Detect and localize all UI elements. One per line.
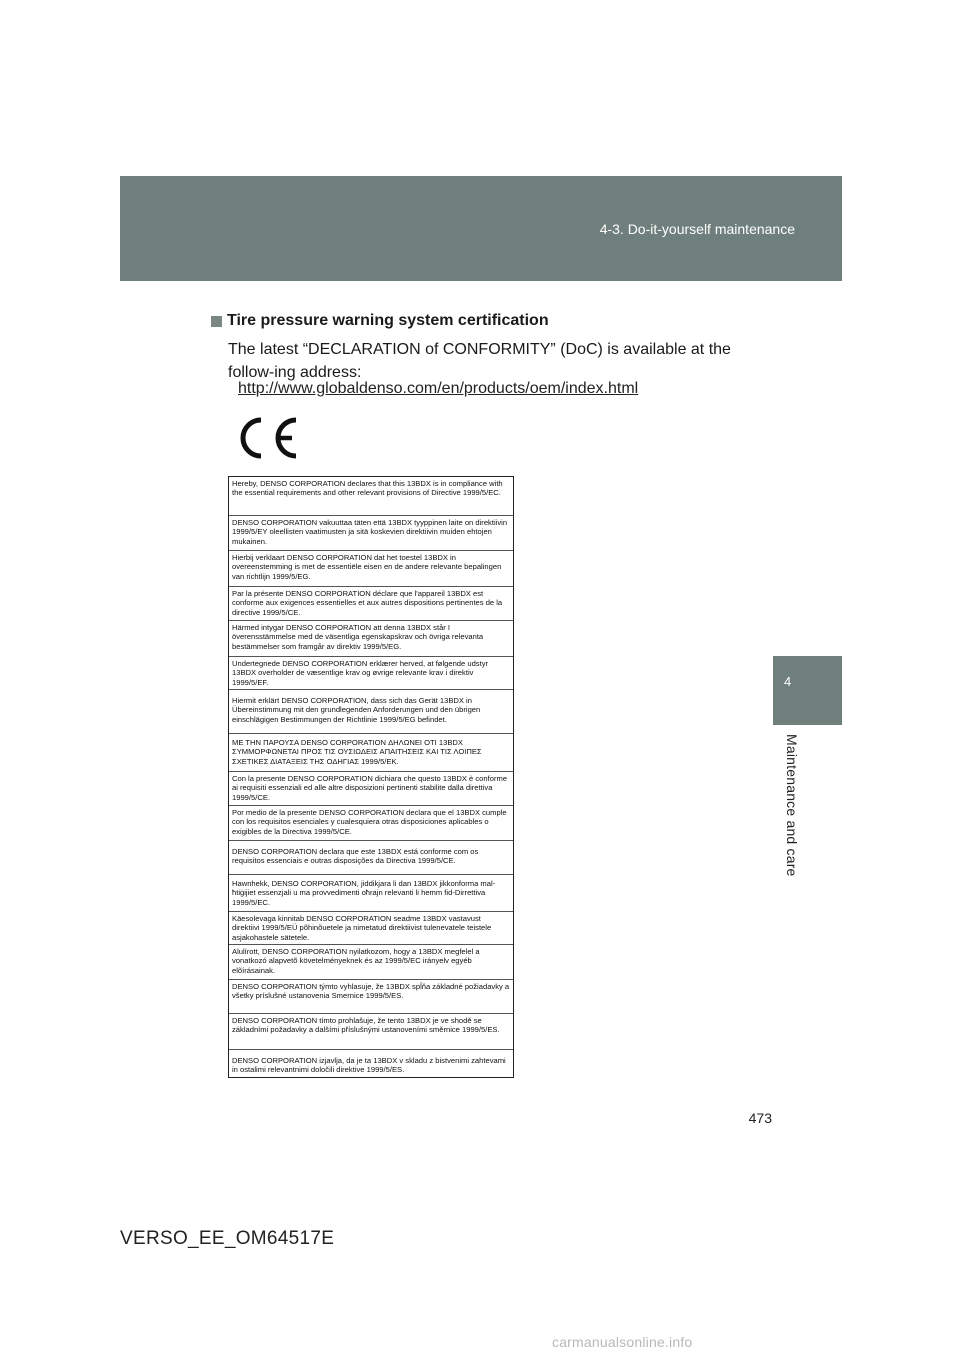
declaration-row-de: Hiermit erklärt DENSO CORPORATION, dass sich das Gerät 13BDX in Übereinstimmung mit den grundlegenden Anforderungen und den übrigen einschlägigen Bestimmungen der Richtlinie 1999/5/EG befindet. — [229, 690, 513, 734]
declaration-row-it: Con la presente DENSO CORPORATION dichiara che questo 13BDX è conforme ai requisiti essenziali ed alle altre disposizioni pertinenti stabilite dalla direttiva 1999/5/CE. — [229, 772, 513, 806]
page-number: 473 — [748, 1110, 772, 1126]
declaration-row-sk: DENSO CORPORATION týmto vyhlasuje, že 13BDX spĺňa základné požiadavky a všetky príslušné ustanovenia Smernice 1999/5/ES. — [229, 980, 513, 1014]
section-heading — [211, 312, 549, 330]
declaration-row-en: Hereby, DENSO CORPORATION declares that this 13BDX is in compliance with the essential requirements and other relevant provisions of Directive 1999/5/EC. — [229, 477, 513, 516]
declaration-row-et: Käesolevaga kinnitab DENSO CORPORATION seadme 13BDX vastavust direktiivi 1999/5/EÜ põhinõuetele ja nimetatud direktiivist tulenevatele teistele asjakohastele sätetele. — [229, 912, 513, 945]
chapter-label: Maintenance and care — [784, 734, 800, 877]
declaration-row-sv: Härmed intygar DENSO CORPORATION att denna 13BDX står I överensstämmelse med de väsentliga egenskapskrav och övriga relevanta bestämmelser som framgår av direktiv 1999/5/EG. — [229, 621, 513, 657]
chapter-number: 4 — [784, 674, 792, 689]
heading-text: Tire pressure warning system certification — [227, 312, 549, 329]
section-title: 4-3. Do-it-yourself maintenance — [599, 221, 795, 237]
declaration-row-es: Por medio de la presente DENSO CORPORATION declara que el 13BDX cumple con los requisitos esenciales y cualesquiera otras disposiciones aplicables o exigibles de la Directiva 1999/5/CE. — [229, 806, 513, 841]
ce-mark-icon — [234, 413, 300, 463]
declaration-row-hu: Alulírott, DENSO CORPORATION nyilatkozom, hogy a 13BDX megfelel a vonatkozó alapvetõ követelményeknek és az 1999/5/EC irányelv egyéb elõírásainak. — [229, 945, 513, 980]
declaration-row-pt: DENSO CORPORATION declara que este 13BDX está conforme com os requisitos essenciais e outras disposições da Directiva 1999/5/CE. — [229, 841, 513, 875]
chapter-tab — [773, 656, 842, 725]
declaration-row-nl: Hierbij verklaart DENSO CORPORATION dat het toestel 13BDX in overeenstemming is met de essentiële eisen en de andere relevante bepalingen van richtlijn 1999/5/EG. — [229, 551, 513, 587]
body-paragraph: The latest “DECLARATION of CONFORMITY” (DoC) is available at the follow-ing address: — [228, 341, 731, 381]
document-code: VERSO_EE_OM64517E — [120, 1228, 335, 1249]
doc-link[interactable]: http://www.globaldenso.com/en/products/oem/index.html — [238, 380, 639, 397]
declaration-row-mt: Hawnhekk, DENSO CORPORATION, jiddikjara li dan 13BDX jikkonforma mal-ħtiġijiet essenzjali u ma provvedimenti oħrajn relevanti li hemm fid-Dirrettiva 1999/5/EC. — [229, 875, 513, 912]
declaration-row-cs: DENSO CORPORATION tímto prohlašuje, že tento 13BDX je ve shodě se základními požadavky a dalšími příslušnými ustanoveními směrnice 1999/5/ES. — [229, 1014, 513, 1050]
declaration-row-da: Undertegnede DENSO CORPORATION erklærer herved, at følgende udstyr 13BDX overholder de væsentlige krav og øvrige relevante krav i direktiv 1999/5/EF. — [229, 657, 513, 690]
declaration-row-el: ΜΕ ΤΗΝ ΠΑΡΟΥΣΑ DENSO CORPORATION ΔΗΛΩΝΕΙ ΟΤΙ 13BDX ΣΥΜΜΟΡΦΩΝΕΤΑΙ ΠΡΟΣ ΤΙΣ ΟΥΣΙΩΔΕΙΣ ΑΠΑΙΤΗΣΕΙΣ ΚΑΙ ΤΙΣ ΛΟΙΠΕΣ ΣΧΕΤΙΚΕΣ ΔΙΑΤΑΞΕΙΣ ΤΗΣ ΟΔΗΓΙΑΣ 1999/5/ΕΚ. — [229, 734, 513, 772]
bullet-square-icon — [211, 316, 222, 327]
declaration-row-sl: DENSO CORPORATION izjavlja, da je ta 13BDX v skladu z bistvenimi zahtevami in ostalimi relevantnimi določili direktive 1999/5/ES. — [232, 1056, 506, 1075]
watermark: carmanualsonline.info — [552, 1334, 693, 1350]
declaration-row-fi: DENSO CORPORATION vakuuttaa täten että 13BDX tyyppinen laite on direktiivin 1999/5/EY oleellisten vaatimusten ja sitä koskevien direktiivin muiden ehtojen mukainen. — [229, 516, 513, 551]
declaration-row-fr: Par la présente DENSO CORPORATION déclare que l'appareil 13BDX est conforme aux exigences essentielles et aux autres dispositions pertinentes de la directive 1999/5/CE. — [229, 587, 513, 621]
declaration-table — [228, 476, 514, 1078]
